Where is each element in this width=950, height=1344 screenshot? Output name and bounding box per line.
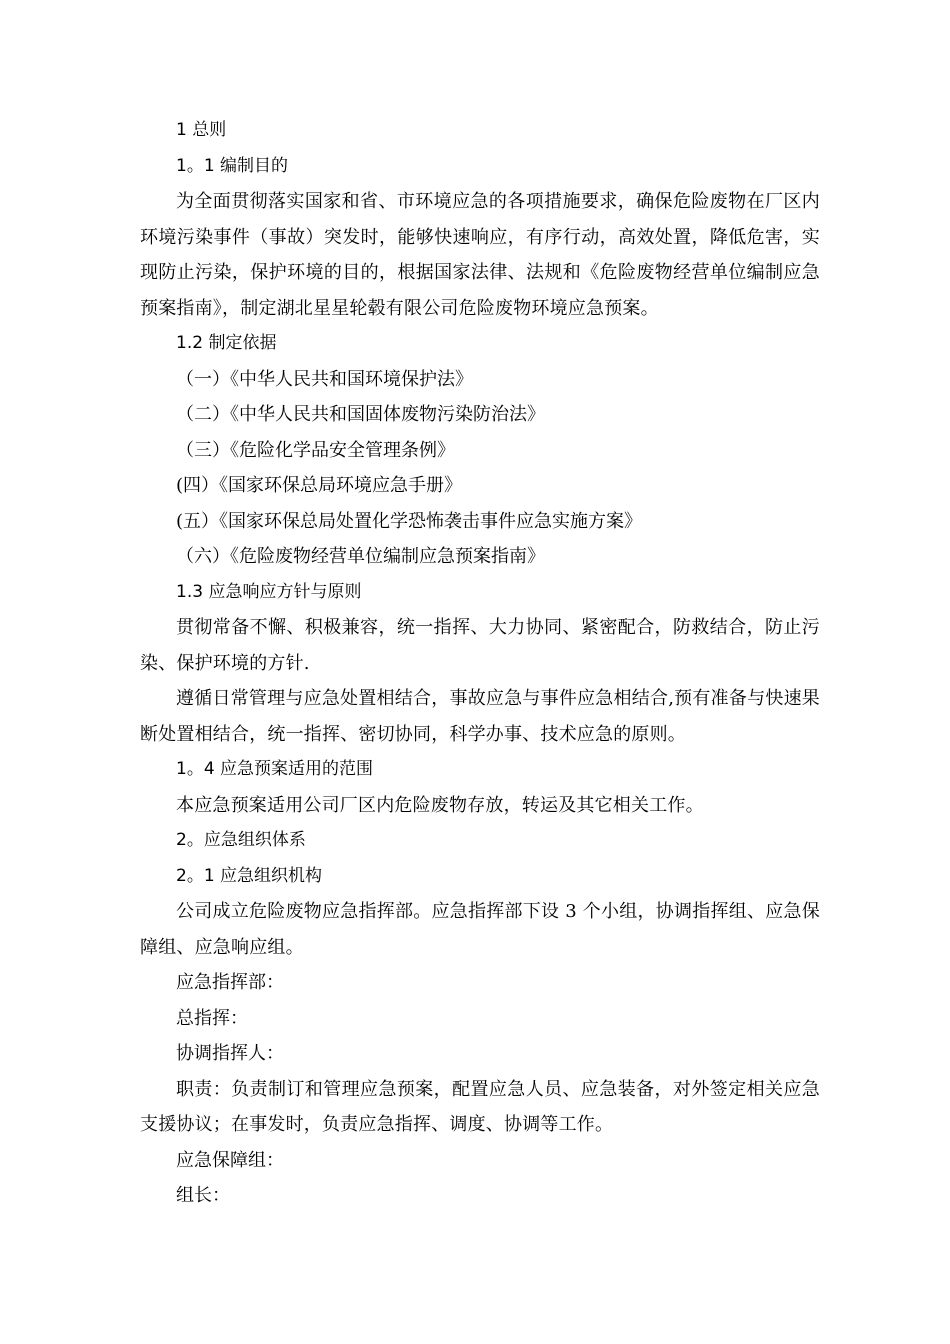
duty-paragraph: 职责：负责制订和管理应急预案，配置应急人员、应急装备，对外签定相关应急支援协议；在事发时，负责应急指挥、调度、协调等工作。 bbox=[140, 1078, 820, 1135]
leader-label: 组长： bbox=[176, 1185, 230, 1206]
command-hq-label: 应急指挥部： bbox=[176, 972, 284, 993]
basis-item: (四）《国家环保总局环境应急手册》 bbox=[176, 475, 463, 496]
basis-item: （三）《危险化学品安全管理条例》 bbox=[176, 439, 455, 461]
basis-item: （六）《危险废物经营单位编制应急预案指南》 bbox=[176, 546, 545, 567]
section-heading-1: 1 总则 bbox=[176, 120, 227, 140]
scope-paragraph: 本应急预案适用公司厂区内危险废物存放，转运及其它相关工作。 bbox=[176, 794, 704, 816]
section-heading-1-2: 1.2 制定依据 bbox=[176, 333, 277, 353]
support-group-label: 应急保障组： bbox=[176, 1149, 284, 1171]
section-heading-1-3: 1.3 应急响应方针与原则 bbox=[176, 581, 362, 602]
coordinator-label: 协调指挥人： bbox=[176, 1043, 284, 1064]
document-body bbox=[140, 113, 820, 1214]
purpose-paragraph: 为全面贯彻落实国家和省、市环境应急的各项措施要求，确保危险废物在厂区内环境污染事件（事故）突发时，能够快速响应，有序行动，高效处置，降低危害，实现防止污染，保护环境的目的，根据国家法律、法规和《危险废物经营单位编制应急预案指南》，制定湖北星星轮毂有限公司危险废物环境应急预案。 bbox=[140, 191, 820, 319]
section-heading-1-4: 1。4 应急预案适用的范围 bbox=[176, 759, 374, 779]
principle-paragraph: 遵循日常管理与应急处置相结合，事故应急与事件应急相结合,预有准备与快速果断处置相结合，统一指挥、密切协同，科学办事、技术应急的原则。 bbox=[140, 688, 820, 745]
section-heading-2: 2。应急组织体系 bbox=[176, 830, 306, 850]
basis-item: （二）《中华人民共和国固体废物污染防治法》 bbox=[176, 404, 545, 425]
policy-paragraph: 贯彻常备不懈、积极兼容，统一指挥、大力协同、紧密配合，防救结合，防止污染、保护环境的方针. bbox=[140, 617, 820, 674]
section-heading-1-1: 1。1 编制目的 bbox=[176, 155, 289, 176]
basis-item: (五）《国家环保总局处置化学恐怖袭击事件应急实施方案》 bbox=[176, 510, 643, 532]
basis-item: （一）《中华人民共和国环境保护法》 bbox=[176, 368, 473, 390]
commander-label: 总指挥： bbox=[176, 1007, 248, 1029]
organization-paragraph: 公司成立危险废物应急指挥部。应急指挥部下设 3 个小组，协调指挥组、应急保障组、应急响应组。 bbox=[140, 901, 820, 958]
section-heading-2-1: 2。1 应急组织机构 bbox=[176, 865, 323, 886]
